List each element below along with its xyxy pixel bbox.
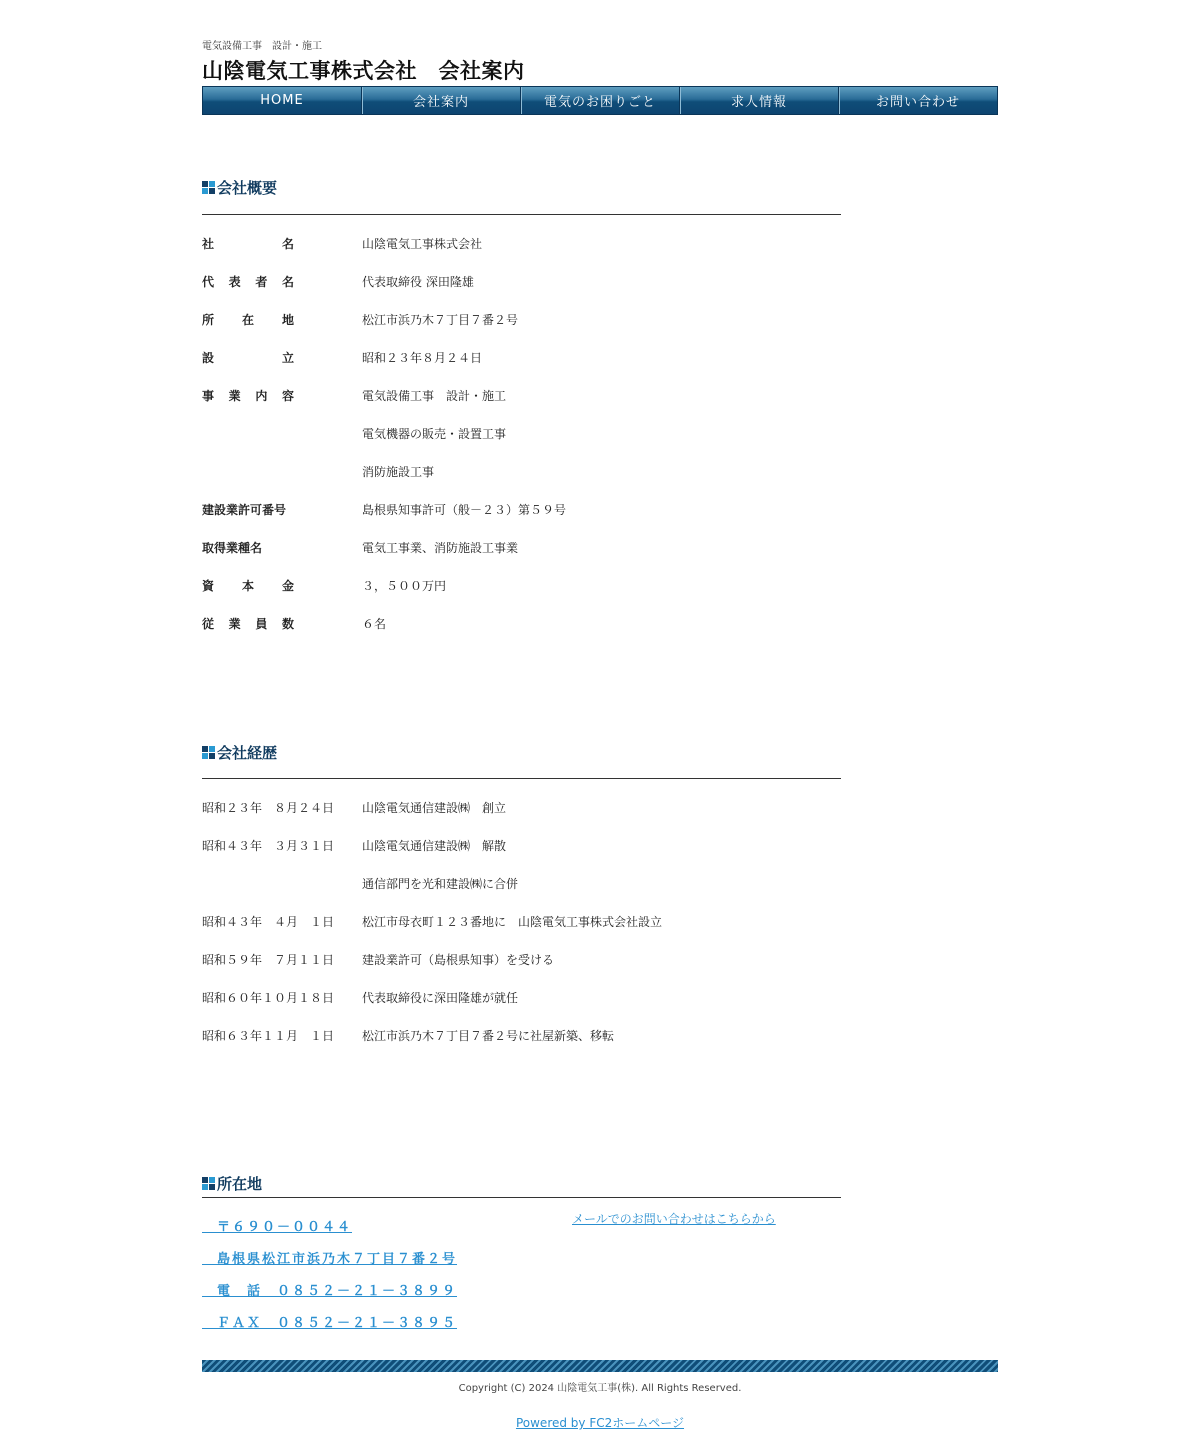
site-tagline: 電気設備工事 設計・施工 [202,41,322,52]
overview-label-char: 者 [255,275,268,289]
overview-divider [202,214,841,215]
powered-by [202,1414,998,1431]
overview-row-value: 電気機器の販売・設置工事 [362,427,507,441]
overview-label-char: 資 [202,579,215,593]
overview-label-char: 名 [281,237,294,251]
history-row-event: 山陰電気通信建設㈱ 解散 [362,839,507,853]
history-row-event: 山陰電気通信建設㈱ 創立 [362,801,507,815]
history-row-date: 昭和２３年 ８月２４日 [202,801,335,815]
nav-item-home[interactable]: HOME [202,86,361,115]
overview-label-char: 在 [241,313,254,327]
overview-heading [202,177,277,198]
overview-label-char: 数 [281,617,294,631]
mail-contact-link[interactable]: メールでのお問い合わせはこちらから [572,1212,776,1226]
overview-row-label [202,501,294,519]
overview-label-char: 社 [202,237,215,251]
location-heading [202,1173,262,1194]
nav-item-company[interactable]: 会社案内 [361,86,520,115]
history-row-event: 松江市母衣町１２３番地に 山陰電気工事株式会社設立 [362,915,663,929]
overview-row-value: 電気工事業、消防施設工事業 [362,541,519,555]
history-row-date: 昭和４３年 ４月 １日 [202,915,335,929]
overview-label-char: 員 [255,617,268,631]
overview-label-char: 設 [202,351,215,365]
history-row-event: 松江市浜乃木７丁目７番２号に社屋新築、移転 [362,1029,615,1043]
overview-label-char: 本 [241,579,254,593]
overview-row-label [202,577,294,595]
overview-label-char: 内 [255,389,268,403]
history-row-date: 昭和４３年 ３月３１日 [202,839,335,853]
nav-item-troubles[interactable]: 電気のお困りごと [520,86,679,115]
overview-row-value: 山陰電気工事株式会社 [362,237,483,251]
postal-code-link[interactable]: 〒６９０－００４４ [202,1220,353,1235]
footer-stripe-bar [202,1360,998,1372]
fax-link[interactable]: ＦＡＸ ０８５２－２１－３８９５ [202,1316,458,1331]
overview-row-value: 松江市浜乃木７丁目７番２号 [362,313,519,327]
nav-item-contact[interactable]: お問い合わせ [838,86,998,115]
overview-row-value: 代表取締役 深田隆雄 [362,275,474,289]
history-heading [202,742,277,763]
overview-row-label [202,539,294,557]
overview-label-char: 地 [281,313,294,327]
overview-row-value: 昭和２３年８月２４日 [362,351,483,365]
overview-label-char: 建設業許可番号 [202,503,287,517]
overview-label-char: 従 [202,617,215,631]
history-row-event: 代表取締役に深田隆雄が就任 [362,991,519,1005]
copyright-text: Copyright (C) 2024 山陰電気工事(株). All Rights Reserved. [458,1383,742,1394]
location-divider [202,1197,841,1198]
main-nav [202,86,998,115]
powered-by-link[interactable]: Powered by FC2ホームページ [515,1416,685,1430]
location-heading-text: 所在地 [217,1175,263,1193]
history-row-date: 昭和５９年 ７月１１日 [202,953,335,967]
history-row-date: 昭和６３年１１月 １日 [202,1029,335,1043]
overview-row-label [202,615,294,633]
overview-label-char: 所 [202,313,215,327]
overview-row-label [202,387,294,405]
overview-row-value: 電気設備工事 設計・施工 [362,389,507,403]
overview-row-label [202,349,294,367]
squares-icon [202,1177,215,1190]
site-title: 山陰電気工事株式会社 会社案内 [202,59,525,83]
history-row-event: 建設業許可（島根県知事）を受ける [362,953,555,967]
overview-row-value: ３，５００万円 [362,579,447,593]
overview-row-value: 消防施設工事 [362,465,435,479]
overview-label-char: 事 [202,389,215,403]
phone-link[interactable]: 電 話 ０８５２－２１－３８９９ [202,1284,458,1299]
history-row-event: 通信部門を光和建設㈱に合併 [362,877,519,891]
overview-row-label [202,235,294,253]
squares-icon [202,746,215,759]
overview-label-char: 名 [281,275,294,289]
history-divider [202,778,841,779]
overview-label-char: 業 [228,389,241,403]
overview-label-char: 代 [202,275,215,289]
history-row-date: 昭和６０年１０月１８日 [202,991,335,1005]
overview-label-char: 業 [228,617,241,631]
history-heading-text: 会社経歴 [217,744,278,762]
address-link[interactable]: 島根県松江市浜乃木７丁目７番２号 [202,1252,458,1267]
overview-row-value: ６名 [362,617,387,631]
nav-item-recruit[interactable]: 求人情報 [679,86,838,115]
overview-label-char: 金 [281,579,294,593]
overview-label-char: 立 [281,351,294,365]
squares-icon [202,181,215,194]
overview-label-char: 取得業種名 [202,541,263,555]
overview-row-label [202,273,294,291]
overview-row-label [202,311,294,329]
overview-label-char: 表 [228,275,241,289]
overview-label-char: 容 [281,389,294,403]
overview-row-value: 島根県知事許可（般－２３）第５９号 [362,503,567,517]
overview-heading-text: 会社概要 [217,179,278,197]
